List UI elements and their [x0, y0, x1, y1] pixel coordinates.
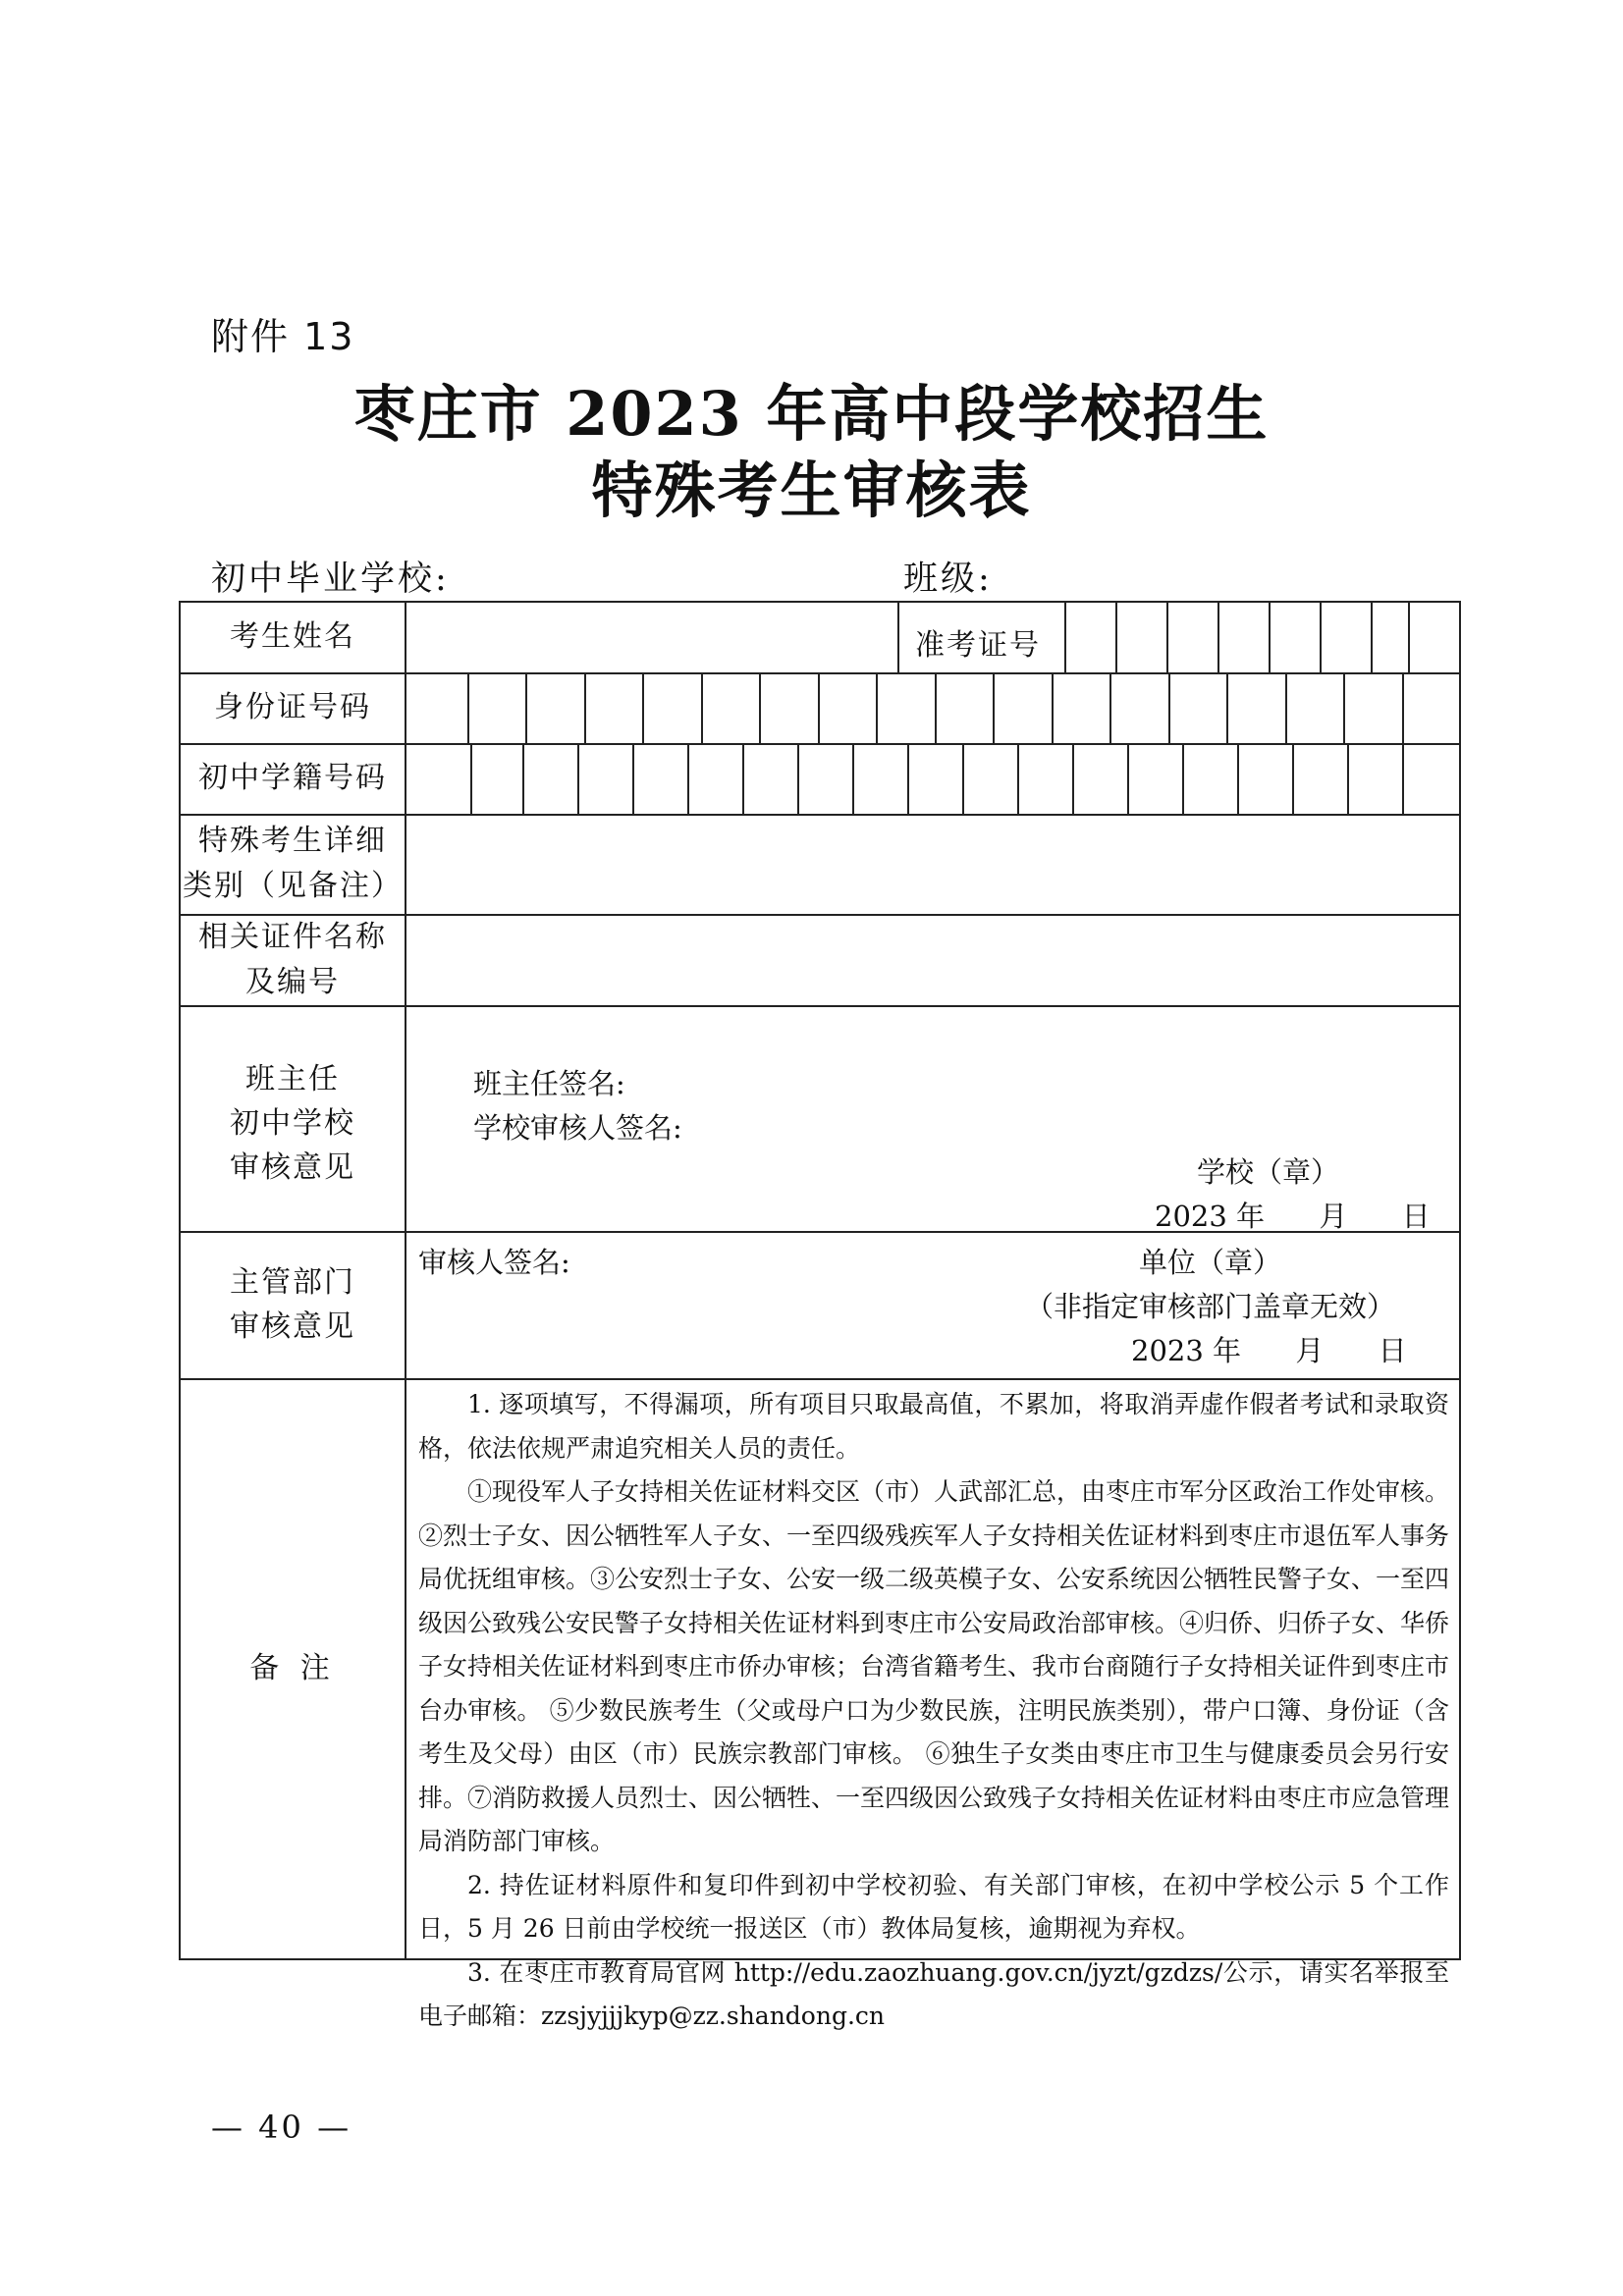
attachment-label: 附件 13 [211, 315, 355, 358]
school-seal: 学校（章） [1197, 1155, 1340, 1189]
digit-box-divider [1402, 672, 1404, 743]
dept-review-label-opinion: 审核意见 [230, 1309, 355, 1344]
digit-box-divider [577, 743, 579, 814]
notes-paragraph: 2. 持佐证材料原件和复印件到初中学校初验、有关部门审核，在初中学校公示 5 个工作日，5 月 26 日前由学校统一报送区（市）教体局复核，逾期视为弃权。 [418, 1870, 1449, 1943]
school-review-label-teacher: 班主任 [245, 1062, 340, 1096]
digit-box-divider [642, 672, 644, 743]
column-divider [897, 603, 899, 672]
row-divider [181, 1378, 1459, 1380]
digit-box-divider [1402, 743, 1404, 814]
digit-box-divider [876, 672, 878, 743]
exam-number-label: 准考证号 [915, 628, 1041, 663]
digit-box-divider [522, 743, 524, 814]
digit-box-divider [701, 672, 703, 743]
notes-paragraph: 3. 在枣庄市教育局官网 http://edu.zaozhuang.gov.cn/jyzt/gzdzs/公示，请实名举报至电子邮箱：zzsjyjjjkyp@zz.shandong.cn [418, 1957, 1449, 2030]
school-reviewer-signature-field[interactable]: 学校审核人签名: [473, 1111, 682, 1145]
digit-box-divider [993, 672, 995, 743]
notes-paragraph: ①现役军人子女持相关佐证材料交区（市）人武部汇总，由枣庄市军分区政治工作处审核。 ②烈士子女、因公牺牲军人子女、一至四级残疾军人子女持相关佐证材料到枣庄市退伍军人事务局优抚组审核。③公安烈士子女、公安一级二级英模子女、公安系统因公牺牲民警子女、一至四级因公致残公安民警子女持相关佐证材料到枣庄市公安局政治部审核。④归侨、归侨子女、华侨子女持相关佐证材料到枣庄市侨办审核；台湾省籍考生、我市台商随行子女持相关证件到枣庄市台办审核。 ⑤少数民族考生（父或母户口为少数民族，注明民族类别），带户口簿、身份证（含考生及父母）由区（市）民族宗教部门审核。 ⑥独生子女类由枣庄市卫生与健康委员会另行安排。⑦消防救援人员烈士、因公牺牲、一至四级因公致残子女持相关佐证材料由枣庄市应急管理局消防部门审核。 [418, 1477, 1450, 1855]
digit-box-divider [907, 743, 909, 814]
digit-box-divider [742, 743, 744, 814]
form-title: 枣庄市 2023 年高中段学校招生 [353, 378, 1270, 450]
digit-box-divider [525, 672, 527, 743]
digit-box-divider [1115, 603, 1117, 672]
digit-box-divider [1237, 743, 1239, 814]
digit-box-divider [1127, 743, 1129, 814]
digit-box-divider [1408, 603, 1410, 672]
digit-box-divider [962, 743, 964, 814]
certificate-label-number: 及编号 [245, 965, 340, 999]
review-form-table [179, 601, 1461, 2030]
digit-box-divider [1064, 603, 1066, 672]
digit-box-divider [584, 672, 586, 743]
category-input[interactable] [406, 816, 1459, 914]
digit-box-divider [852, 743, 854, 814]
digit-box-divider [1292, 743, 1294, 814]
digit-box-divider [1168, 672, 1170, 743]
digit-box-divider [1371, 603, 1373, 672]
digit-box-divider [1166, 603, 1168, 672]
school-field-label: 初中毕业学校: [211, 560, 450, 599]
digit-box-divider [818, 672, 820, 743]
digit-box-divider [467, 672, 469, 743]
notes-paragraph: 1. 逐项填写，不得漏项，所有项目只取最高值，不累加，将取消弄虚作假者考试和录取资格，依法依规严肃追究相关人员的责任。 [418, 1390, 1449, 1463]
dept-review-date: 2023 年 月 日 [1131, 1334, 1407, 1367]
digit-box-divider [1320, 603, 1322, 672]
row-divider [181, 1005, 1459, 1007]
student-number-label: 初中学籍号码 [198, 761, 387, 795]
student-number-input[interactable] [406, 745, 1459, 814]
digit-box-divider [687, 743, 689, 814]
notes-label: 备 注 [249, 1651, 336, 1685]
category-label: 特殊考生详细 [198, 824, 387, 858]
digit-box-divider [1017, 743, 1019, 814]
digit-box-divider [1217, 603, 1219, 672]
digit-box-divider [1072, 743, 1074, 814]
certificate-label: 相关证件名称 [198, 920, 387, 954]
page-number: — 40 — [211, 2109, 352, 2146]
digit-box-divider [470, 743, 472, 814]
dept-seal: 单位（章） [1139, 1246, 1282, 1279]
id-number-input[interactable] [406, 674, 1459, 743]
digit-box-divider [797, 743, 799, 814]
teacher-signature-field[interactable]: 班主任签名: [473, 1067, 625, 1100]
name-input-cell[interactable] [406, 603, 897, 672]
category-label-note: 类别（见备注） [183, 869, 403, 903]
digit-box-divider [1269, 603, 1271, 672]
school-review-label-school: 初中学校 [230, 1106, 355, 1141]
certificate-input[interactable] [406, 916, 1459, 1005]
form-subtitle: 特殊考生审核表 [591, 454, 1032, 526]
dept-review-label: 主管部门 [230, 1265, 355, 1300]
notes-text [418, 1383, 1449, 2039]
digit-box-divider [759, 672, 761, 743]
dept-reviewer-signature-field[interactable]: 审核人签名: [418, 1246, 570, 1279]
digit-box-divider [1182, 743, 1184, 814]
digit-box-divider [1285, 672, 1287, 743]
dept-seal-note: （非指定审核部门盖章无效） [1025, 1290, 1396, 1323]
digit-box-divider [1226, 672, 1228, 743]
name-label: 考生姓名 [230, 619, 355, 654]
school-review-date: 2023 年 月 日 [1155, 1200, 1431, 1233]
digit-box-divider [935, 672, 937, 743]
digit-box-divider [1109, 672, 1111, 743]
class-field-label: 班级: [903, 560, 993, 599]
digit-box-divider [1347, 743, 1349, 814]
id-number-label: 身份证号码 [214, 690, 371, 724]
digit-box-divider [1343, 672, 1345, 743]
school-review-label-opinion: 审核意见 [230, 1150, 355, 1185]
digit-box-divider [632, 743, 634, 814]
digit-box-divider [1052, 672, 1054, 743]
